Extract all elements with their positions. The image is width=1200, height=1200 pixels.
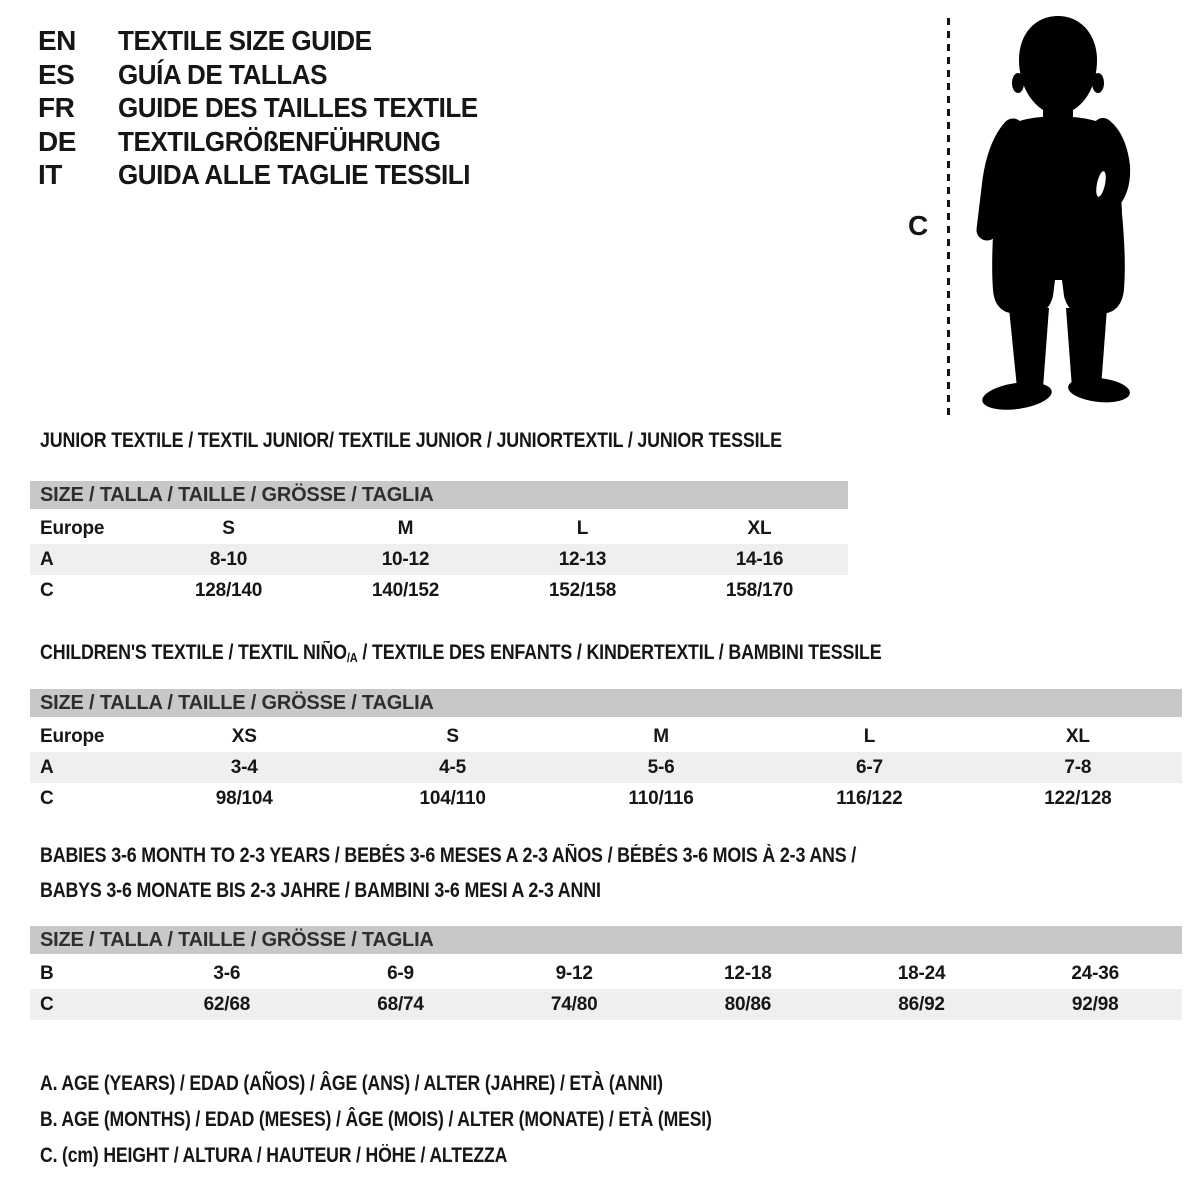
height-measure-dashed-line <box>947 18 950 416</box>
size-value: XL <box>747 517 772 539</box>
legend-age-months: B. AGE (MONTHS) / EDAD (MESES) / ÂGE (MOIS) / ALTER (MONATE) / ETÀ (MESI) <box>40 1108 712 1131</box>
size-value: 18-24 <box>897 962 946 984</box>
size-value: 12-13 <box>558 548 607 570</box>
size-value: 158/170 <box>725 579 794 601</box>
row-label: B <box>40 962 54 984</box>
legend-height-cm: C. (cm) HEIGHT / ALTURA / HAUTEUR / HÖHE / ALTEZZA <box>40 1144 508 1167</box>
size-value: L <box>576 517 589 539</box>
size-value: 62/68 <box>203 993 251 1015</box>
size-value: 128/140 <box>194 579 263 601</box>
size-value: 140/152 <box>371 579 440 601</box>
language-title-list <box>38 24 505 192</box>
guide-title-en: TEXTILE SIZE GUIDE <box>118 25 372 56</box>
measure-c-label: C <box>908 210 929 241</box>
babies-section-title <box>40 838 856 908</box>
junior-size-table <box>30 513 848 606</box>
size-value: 74/80 <box>550 993 598 1015</box>
size-value: 104/110 <box>419 787 486 809</box>
babies-size-table <box>30 958 1182 1020</box>
size-value: 8-10 <box>209 548 248 570</box>
size-table-row-c <box>30 989 1182 1020</box>
language-row-es <box>38 58 505 92</box>
size-value: 122/128 <box>1044 787 1112 809</box>
size-value: 6-7 <box>855 756 883 778</box>
children-size-table <box>30 721 1182 814</box>
size-value: XL <box>1065 725 1090 747</box>
babies-title-line2: BABYS 3-6 MONATE BIS 2-3 JAHRE / BAMBINI 3-6 MESI A 2-3 ANNI <box>40 879 601 902</box>
size-value: XS <box>231 725 257 747</box>
children-section-title <box>40 641 882 665</box>
size-table-row-a <box>30 752 1182 783</box>
size-value: 12-18 <box>724 962 772 984</box>
size-value: 116/122 <box>836 787 903 809</box>
size-value: 9-12 <box>555 962 593 984</box>
size-value: L <box>863 725 876 747</box>
size-value: 86/92 <box>898 993 945 1015</box>
language-code: EN <box>38 25 76 56</box>
size-value: 6-9 <box>387 962 414 984</box>
language-row-it <box>38 158 505 192</box>
language-code: DE <box>38 125 76 157</box>
children-title-subscript: /A <box>346 650 358 665</box>
language-row-de <box>38 125 505 159</box>
row-label: Europe <box>40 725 105 747</box>
size-table-row-a <box>30 544 848 575</box>
children-title-suffix: / TEXTILE DES ENFANTS / KINDERTEXTIL / BAMBINI TESSILE <box>357 641 882 664</box>
size-table-row-b <box>30 958 1182 989</box>
size-table-row-c <box>30 783 1182 814</box>
size-value: 10-12 <box>381 548 430 570</box>
size-value: M <box>397 517 414 539</box>
junior-section-title: JUNIOR TEXTILE / TEXTIL JUNIOR/ TEXTILE JUNIOR / JUNIORTEXTIL / JUNIOR TESSILE <box>40 429 782 452</box>
size-value: 92/98 <box>1071 993 1119 1015</box>
legend-age-years: A. AGE (YEARS) / EDAD (AÑOS) / ÂGE (ANS) / ALTER (JAHRE) / ETÀ (ANNI) <box>40 1072 663 1095</box>
size-value: 14-16 <box>735 548 784 570</box>
language-row-en <box>38 24 505 58</box>
babies-size-header-bar: SIZE / TALLA / TAILLE / GRÖSSE / TAGLIA <box>30 926 1182 954</box>
size-value: 3-6 <box>213 962 241 984</box>
guide-title-it: GUIDA ALLE TAGLIE TESSILI <box>118 159 470 190</box>
size-table-row-europe <box>30 721 1182 752</box>
guide-title-es: GUÍA DE TALLAS <box>118 58 328 90</box>
children-size-header-bar: SIZE / TALLA / TAILLE / GRÖSSE / TAGLIA <box>30 689 1182 717</box>
row-label: C <box>40 787 54 809</box>
size-value: 80/86 <box>724 993 772 1015</box>
guide-title-fr: GUIDE DES TAILLES TEXTILE <box>118 92 478 123</box>
language-code: IT <box>38 159 62 190</box>
language-row-fr <box>38 91 505 125</box>
size-value: 98/104 <box>215 787 273 809</box>
junior-size-header-bar: SIZE / TALLA / TAILLE / GRÖSSE / TAGLIA <box>30 481 848 509</box>
height-measure-figure <box>900 10 1160 425</box>
size-value: 68/74 <box>377 993 424 1015</box>
measurement-legend <box>40 1066 840 1174</box>
children-title-prefix: CHILDREN'S TEXTILE / TEXTIL NIÑO <box>40 641 347 664</box>
size-value: 5-6 <box>647 756 675 778</box>
guide-title-de: TEXTILGRÖßENFÜHRUNG <box>118 125 441 157</box>
babies-title-line1: BABIES 3-6 MONTH TO 2-3 YEARS / BEBÉS 3-6 MESES A 2-3 AÑOS / BÉBÉS 3-6 MOIS À 2-3 ANS / <box>40 844 857 867</box>
size-value: M <box>653 725 669 747</box>
toddler-silhouette-icon <box>965 12 1150 420</box>
size-value: 3-4 <box>230 756 258 778</box>
row-label: C <box>40 993 54 1015</box>
size-value: 152/158 <box>548 579 617 601</box>
language-code: ES <box>38 58 75 90</box>
size-value: 4-5 <box>439 756 467 778</box>
size-table-row-c <box>30 575 848 606</box>
row-label: Europe <box>40 517 105 539</box>
language-code: FR <box>38 92 75 123</box>
row-label: A <box>40 548 54 570</box>
size-value: 110/116 <box>628 787 694 809</box>
size-value: 7-8 <box>1064 756 1092 778</box>
size-value: S <box>222 517 235 539</box>
size-table-row-europe <box>30 513 848 544</box>
row-label: C <box>40 579 54 601</box>
size-value: 24-36 <box>1071 962 1119 984</box>
row-label: A <box>40 756 54 778</box>
size-value: S <box>446 725 459 747</box>
